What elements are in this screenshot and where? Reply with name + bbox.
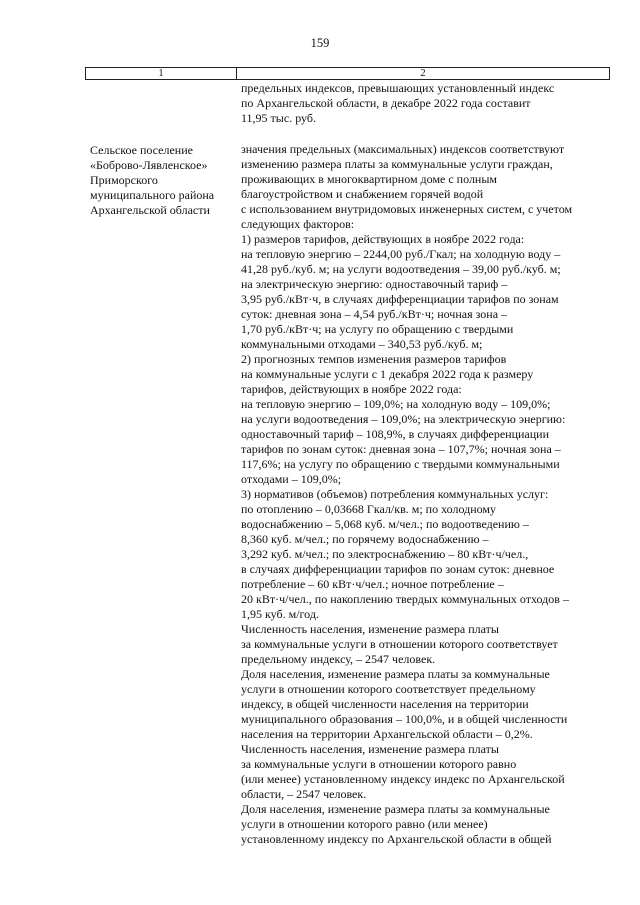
text-line: на тепловую энергию – 2244,00 руб./Гкал; на холодную воду –	[241, 247, 561, 261]
continued-text-block	[241, 81, 601, 126]
text-line: на коммунальные услуги с 1 декабря 2022 года к размеру	[241, 367, 534, 381]
text-line: установленному индексу по Архангельской области в общей	[241, 832, 552, 846]
text-line: Численность населения, изменение размера платы	[241, 622, 499, 636]
text-line: на услуги водоотведения – 109,0%; на электрическую энергию:	[241, 412, 566, 426]
text-line: услуги в отношении которого соответствует предельному	[241, 682, 536, 696]
text-line: по отоплению – 0,03668 Гкал/кв. м; по холодному	[241, 502, 496, 516]
text-line: отходами – 109,0%;	[241, 472, 342, 486]
text-line: 1,95 куб. м/год.	[241, 607, 319, 621]
column-header-2: 2	[237, 68, 610, 80]
text-line: 117,6%; на услугу по обращению с твердыми коммунальными	[241, 457, 560, 471]
text-line: на тепловую энергию – 109,0%; на холодную воду – 109,0%;	[241, 397, 551, 411]
text-line: 11,95 тыс. руб.	[241, 111, 316, 125]
text-line: 3) нормативов (объемов) потребления коммунальных услуг:	[241, 487, 549, 501]
text-line: населения на территории Архангельской области – 0,2%.	[241, 727, 533, 741]
text-line: одноставочный тариф – 108,9%, в случаях дифференциации	[241, 427, 550, 441]
text-line: значения предельных (максимальных) индексов соответствуют	[241, 142, 565, 156]
text-line: в случаях дифференциации тарифов по зонам суток: дневное	[241, 562, 555, 576]
text-line: проживающих в многоквартирном доме с полным	[241, 172, 498, 186]
text-line: 3,95 руб./кВт·ч, в случаях дифференциации тарифов по зонам	[241, 292, 559, 306]
text-line: Доля населения, изменение размера платы за коммунальные	[241, 802, 550, 816]
column-header-1: 1	[86, 68, 237, 80]
text-line: предельных индексов, превышающих установленный индекс	[241, 81, 555, 95]
text-line: суток: дневная зона – 4,54 руб./кВт·ч; ночная зона –	[241, 307, 508, 321]
text-line: 3,292 куб. м/чел.; по электроснабжению – 80 кВт·ч/чел.,	[241, 547, 529, 561]
text-line: Доля населения, изменение размера платы за коммунальные	[241, 667, 550, 681]
text-line: тарифов, действующих в ноябре 2022 года:	[241, 382, 462, 396]
municipality-line: Приморского	[90, 173, 158, 187]
text-line: 2) прогнозных темпов изменения размеров тарифов	[241, 352, 507, 366]
text-line: индексу, в общей численности населения на территории	[241, 697, 529, 711]
text-line: следующих факторов:	[241, 217, 355, 231]
municipality-name	[90, 143, 240, 218]
text-line: благоустройством и снабжением горячей водой	[241, 187, 484, 201]
text-line: услуги в отношении которого равно (или менее)	[241, 817, 488, 831]
text-line: муниципального образования – 100,0%, и в общей численности	[241, 712, 568, 726]
municipality-line: муниципального района	[90, 188, 215, 202]
text-line: на электрическую энергию: одноставочный тариф –	[241, 277, 508, 291]
column-header-table	[85, 67, 610, 80]
text-line: области, – 2547 человек.	[241, 787, 367, 801]
text-line: за коммунальные услуги в отношении которого соответствует	[241, 637, 558, 651]
municipality-line: Сельское поселение	[90, 143, 193, 157]
text-line: за коммунальные услуги в отношении которого равно	[241, 757, 517, 771]
text-line: коммунальными отходами – 340,53 руб./куб. м;	[241, 337, 483, 351]
text-line: 20 кВт·ч/чел., по накоплению твердых коммунальных отходов –	[241, 592, 569, 606]
text-line: 8,360 куб. м/чел.; по горячему водоснабжению –	[241, 532, 489, 546]
text-line: потребление – 60 кВт·ч/чел.; ночное потребление –	[241, 577, 504, 591]
text-line: 1) размеров тарифов, действующих в ноябре 2022 года:	[241, 232, 525, 246]
text-line: с использованием внутридомовых инженерных систем, с учетом	[241, 202, 573, 216]
text-line: тарифов по зонам суток: дневная зона – 107,7%; ночная зона –	[241, 442, 561, 456]
text-line: по Архангельской области, в декабре 2022 года составит	[241, 96, 531, 110]
index-description-text	[241, 142, 601, 847]
page-number: 159	[310, 36, 330, 50]
text-line: (или менее) установленному индексу индекс по Архангельской	[241, 772, 565, 786]
text-line: предельному индексу, – 2547 человек.	[241, 652, 436, 666]
text-line: изменению размера платы за коммунальные услуги граждан,	[241, 157, 553, 171]
text-line: 1,70 руб./кВт·ч; на услугу по обращению с твердыми	[241, 322, 514, 336]
text-line: Численность населения, изменение размера платы	[241, 742, 499, 756]
text-line: 41,28 руб./куб. м; на услуги водоотведения – 39,00 руб./куб. м;	[241, 262, 561, 276]
municipality-line: Архангельской области	[90, 203, 210, 217]
municipality-line: «Боброво-Лявленское»	[90, 158, 208, 172]
text-line: водоснабжению – 5,068 куб. м/чел.; по водоотведению –	[241, 517, 529, 531]
